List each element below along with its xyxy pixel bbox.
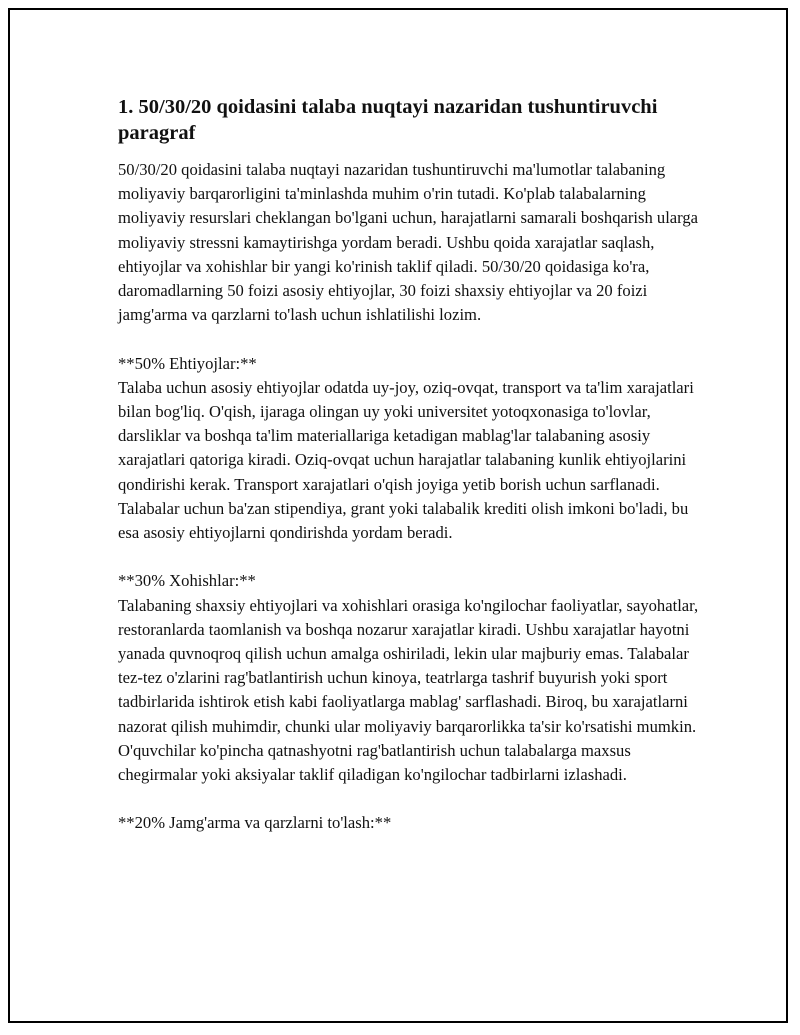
section-body-needs: Talaba uchun asosiy ehtiyojlar odatda uy-joy, oziq-ovqat, transport va ta'lim xarajatlari bilan bog'liq. O'qish, ijaraga olingan uy yoki universitet yotoqxonasiga to'lovlar, darsliklar va boshqa ta'lim materiallariga ketadigan mablag'lar talabaning asosiy xarajatlari qatoriga kiradi. Oziq-ovqat uchun harajatlar talabaning kunlik ehtiyojlarini qondirishi kerak. Transport xarajatlari o'qish joyiga yetib borish uchun sarflanadi. Talabalar uchun ba'zan stipendiya, grant yoki talabalik krediti olish imkoni bo'ladi, bu esa asosiy ehtiyojlarni qondirishda yordam beradi.: [118, 377, 694, 543]
section-heading-savings: **20% Jamg'arma va qarzlarni to'lash:**: [118, 813, 392, 833]
paragraph-gap: [118, 327, 703, 351]
paragraph-gap: [118, 787, 703, 811]
section-body-wants: Talabaning shaxsiy ehtiyojlari va xohishlari orasiga ko'ngilochar faoliyatlar, sayohatlar, restoranlarda taomlanish va boshqa nozarur xarajatlar kiradi. Ushbu xarajatlar hayotni yanada quvnoqroq qilish uchun amalga oshiriladi, lekin ular majburiy emas. Talabalar tez-tez o'zlarini rag'batlantirish uchun kinoya, teatrlarga tashrif buyurish yoki sport tadbirlarida ishtirok etish kabi faoliyatlarga mablag' sarflashadi. Biroq, bu xarajatlarni nazorat qilish muhimdir, chunki ular moliyaviy barqarorlikka ta'sir ko'rsatishi mumkin. O'quvchilar ko'pincha qatnashyotni rag'batlantirish uchun talabalarga maxsus chegirmalar yoki aksiyalar taklif qiladigan ko'ngilochar tadbirlarni izlashadi.: [118, 595, 699, 785]
section-heading-needs: **50% Ehtiyojlar:**: [118, 353, 257, 373]
intro-paragraph: 50/30/20 qoidasini talaba nuqtayi nazaridan tushuntiruvchi ma'lumotlar talabaning moliyaviy barqarorligini ta'minlashda muhim o'rin tutadi. Ko'plab talabalarning moliyaviy resurslari cheklangan bo'lgani uchun, harajatlarni samarali boshqarish ularga moliyaviy stressni kamaytirishga yordam beradi. Ushbu qoida xarajatlar saqlash, ehtiyojlar va xohishlar bir yangi ko'rinish taklif qiladi. 50/30/20 qoidasiga ko'ra, daromadlarning 50 foizi asosiy ehtiyojlar, 30 foizi shaxsiy ehtiyojlar va 20 foizi jamg'arma va qarzlarni to'lash uchun ishlatilishi lozim.: [118, 160, 699, 325]
document-content: [118, 94, 703, 836]
paragraph-gap: [118, 545, 703, 569]
document-title: 1. 50/30/20 qoidasini talaba nuqtayi nazaridan tushuntiruvchi paragraf: [118, 96, 658, 144]
section-heading-wants: **30% Xohishlar:**: [118, 571, 256, 591]
